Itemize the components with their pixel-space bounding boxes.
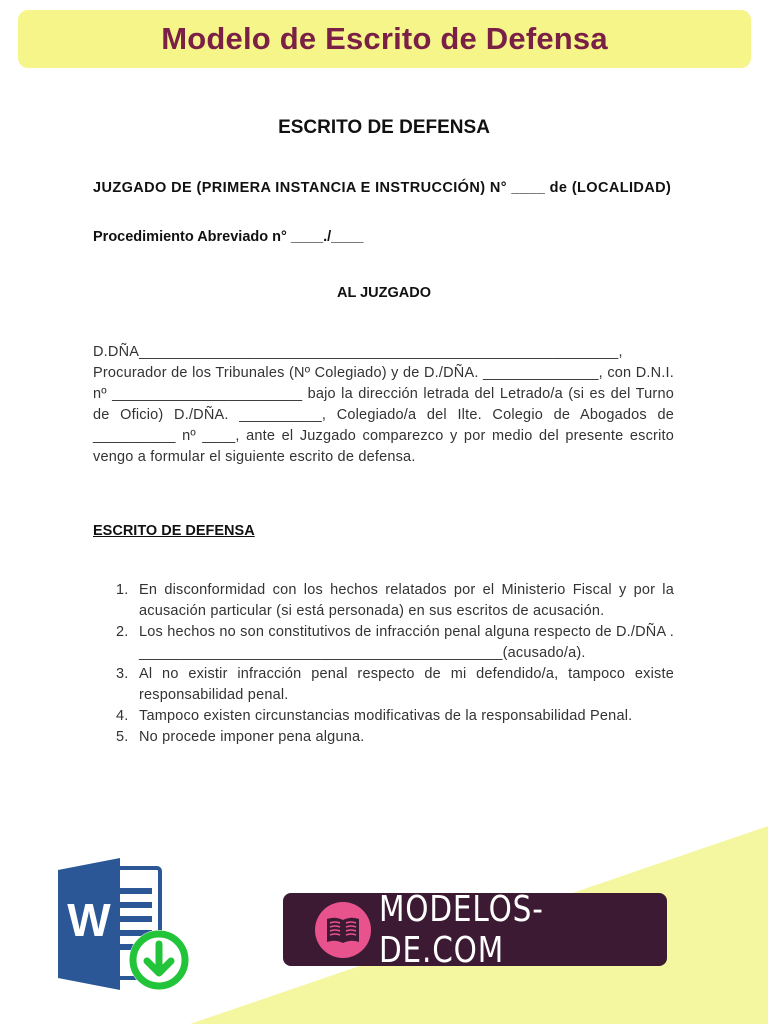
list-item-number: 5. bbox=[116, 729, 129, 745]
svg-text:W: W bbox=[67, 894, 111, 946]
page-title: Modelo de Escrito de Defensa bbox=[161, 21, 608, 56]
procedure-line: Procedimiento Abreviado n° ____./____ bbox=[93, 229, 364, 245]
list-item-number: 1. bbox=[116, 582, 129, 598]
list-item bbox=[93, 580, 674, 622]
list-item bbox=[93, 706, 674, 727]
document-title: ESCRITO DE DEFENSA bbox=[278, 117, 490, 138]
list-item-number: 3. bbox=[116, 666, 129, 682]
list-item-text: Los hechos no son constitutivos de infracción penal alguna respecto de D./DÑA . ____________________________________________(acusado/a). bbox=[139, 624, 674, 661]
section-heading: ESCRITO DE DEFENSA bbox=[93, 523, 255, 539]
list-item bbox=[93, 664, 674, 706]
list-item-text: Tampoco existen circunstancias modificativas de la responsabilidad Penal. bbox=[139, 708, 633, 724]
word-document-icon[interactable] bbox=[58, 858, 198, 998]
list-item-text: No procede imponer pena alguna. bbox=[139, 729, 365, 745]
list-item bbox=[93, 622, 674, 664]
list-item-number: 2. bbox=[116, 624, 129, 640]
brand-text: MODELOS-DE.COM bbox=[379, 888, 544, 971]
court-line: JUZGADO DE (PRIMERA INSTANCIA E INSTRUCCIÓN) N° ____ de (LOCALIDAD) bbox=[93, 180, 672, 196]
defense-points-list bbox=[93, 580, 674, 748]
download-arrow-icon[interactable] bbox=[129, 930, 189, 990]
list-item-text: Al no existir infracción penal respecto de mi defendido/a, tampoco existe responsabilidad penal. bbox=[139, 666, 674, 703]
brand-badge[interactable] bbox=[283, 888, 667, 971]
body-paragraph: D.DÑA__________________________________________________________, Procurador de los Tribunales (Nº Colegiado) y de D./DÑA. ______________, con D.N.I. nº _______________________ bajo la dirección letrada del Letrado/a (si es del Turno de Oficio) D./DÑA. __________, Colegiado/a del Ilte. Colegio de Abogados de __________ nº ____, ante el Juzgado comparezco y por medio del presente escrito vengo a formular el siguiente escrito de defensa. bbox=[93, 344, 674, 465]
addressee: AL JUZGADO bbox=[337, 285, 431, 301]
header-banner bbox=[18, 10, 751, 68]
list-item-text: En disconformidad con los hechos relatados por el Ministerio Fiscal y por la acusación particular (si está personada) en sus escritos de acusación. bbox=[139, 582, 674, 619]
list-item bbox=[93, 727, 674, 748]
open-book-icon bbox=[315, 902, 371, 958]
list-item-number: 4. bbox=[116, 708, 129, 724]
